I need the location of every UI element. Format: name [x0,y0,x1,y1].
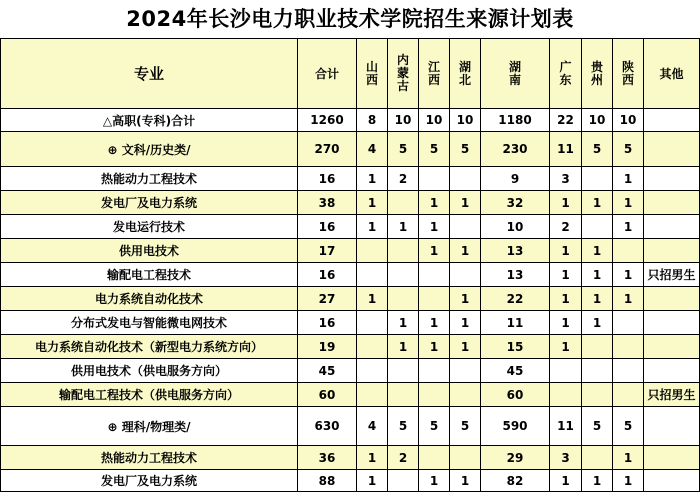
province-count-cell: 10 [582,109,613,132]
province-count-cell: 1 [582,470,613,492]
province-count-cell [450,215,481,239]
province-count-cell: 9 [481,167,550,191]
major-name-cell: 供用电技术 [1,239,298,263]
province-count-cell: 1 [419,215,450,239]
province-count-cell [613,335,644,359]
province-count-cell [613,311,644,335]
header-major: 专业 [1,39,298,109]
other-note-cell [644,132,700,167]
province-count-cell [357,263,388,287]
province-count-cell [388,191,419,215]
province-count-cell: 1 [450,335,481,359]
header-province: 湖北 [450,39,481,109]
header-province: 陕西 [613,39,644,109]
major-name-cell: 输配电工程技术（供电服务方向） [1,383,298,407]
province-count-cell: 1 [419,335,450,359]
province-count-cell: 5 [450,132,481,167]
province-count-cell: 2 [550,215,582,239]
province-count-cell: 1 [388,335,419,359]
province-count-cell: 1 [582,239,613,263]
category-row [1,132,700,167]
major-name-cell: 发电厂及电力系统 [1,191,298,215]
province-count-cell: 1 [419,311,450,335]
province-count-cell: 1 [450,287,481,311]
total-cell: 17 [298,239,357,263]
province-count-cell: 1 [582,191,613,215]
province-count-cell [582,359,613,383]
table-row [1,470,700,492]
province-count-cell [582,383,613,407]
province-count-cell: 1 [582,311,613,335]
province-count-cell: 45 [481,359,550,383]
other-note-cell: 只招男生 [644,263,700,287]
total-cell: 36 [298,446,357,470]
page-title: 2024年长沙电力职业技术学院招生来源计划表 [126,7,574,31]
province-count-cell: 22 [481,287,550,311]
province-count-cell: 1 [550,191,582,215]
province-count-cell [357,335,388,359]
province-count-cell [388,383,419,407]
province-count-cell: 1 [613,446,644,470]
province-count-cell: 1180 [481,109,550,132]
total-cell: 16 [298,167,357,191]
province-count-cell [582,167,613,191]
province-count-cell: 5 [450,407,481,446]
province-count-cell [357,383,388,407]
other-note-cell: 只招男生 [644,383,700,407]
major-name-cell: 热能动力工程技术 [1,446,298,470]
province-count-cell: 1 [388,215,419,239]
province-count-cell [419,383,450,407]
province-count-cell: 15 [481,335,550,359]
other-note-cell [644,470,700,492]
other-note-cell [644,407,700,446]
total-cell: 45 [298,359,357,383]
province-count-cell: 1 [419,470,450,492]
province-count-cell: 1 [357,287,388,311]
total-cell: 88 [298,470,357,492]
province-count-cell: 82 [481,470,550,492]
major-name-cell: 发电运行技术 [1,215,298,239]
total-cell: 19 [298,335,357,359]
major-name-cell: 电力系统自动化技术（新型电力系统方向） [1,335,298,359]
header-province: 广东 [550,39,582,109]
header-other: 其他 [644,39,700,109]
other-note-cell [644,239,700,263]
province-count-cell: 5 [613,407,644,446]
major-name-cell: 电力系统自动化技术 [1,287,298,311]
province-count-cell: 1 [450,239,481,263]
total-cell: 27 [298,287,357,311]
province-count-cell: 2 [388,167,419,191]
major-name-cell: 热能动力工程技术 [1,167,298,191]
province-count-cell: 11 [550,407,582,446]
province-count-cell: 1 [582,263,613,287]
other-note-cell [644,311,700,335]
other-note-cell [644,167,700,191]
header-province: 山西 [357,39,388,109]
province-count-cell: 1 [613,215,644,239]
total-cell: 1260 [298,109,357,132]
province-count-cell: 13 [481,239,550,263]
province-count-cell: 230 [481,132,550,167]
province-count-cell [419,167,450,191]
province-count-cell: 1 [550,239,582,263]
province-count-cell [388,359,419,383]
province-count-cell [388,263,419,287]
category-row [1,407,700,446]
province-count-cell: 5 [419,407,450,446]
province-count-cell: 5 [419,132,450,167]
total-cell: 16 [298,263,357,287]
province-count-cell: 2 [388,446,419,470]
province-count-cell [582,215,613,239]
table-row [1,109,700,132]
province-count-cell [450,263,481,287]
province-count-cell: 1 [450,311,481,335]
other-note-cell [644,287,700,311]
table-row [1,287,700,311]
province-count-cell: 3 [550,167,582,191]
province-count-cell: 1 [613,263,644,287]
province-count-cell: 13 [481,263,550,287]
province-count-cell: 1 [582,287,613,311]
table-row [1,239,700,263]
province-count-cell [357,239,388,263]
province-count-cell: 1 [613,167,644,191]
province-count-cell [419,263,450,287]
province-count-cell [613,239,644,263]
major-name-cell: 输配电工程技术 [1,263,298,287]
province-count-cell: 1 [357,215,388,239]
province-count-cell [419,287,450,311]
total-cell: 630 [298,407,357,446]
table-row [1,215,700,239]
other-note-cell [644,359,700,383]
total-cell: 16 [298,311,357,335]
total-cell: 16 [298,215,357,239]
province-count-cell: 10 [613,109,644,132]
header-row [1,39,700,109]
table-row [1,263,700,287]
province-count-cell [450,383,481,407]
major-name-cell: ⊕ 文科/历史类/ [1,132,298,167]
other-note-cell [644,335,700,359]
province-count-cell: 5 [582,132,613,167]
province-count-cell: 5 [388,132,419,167]
province-count-cell: 1 [388,311,419,335]
province-count-cell [388,287,419,311]
other-note-cell [644,446,700,470]
table-row [1,359,700,383]
header-province: 内蒙古 [388,39,419,109]
province-count-cell: 10 [388,109,419,132]
province-count-cell [419,446,450,470]
table-row [1,191,700,215]
total-cell: 38 [298,191,357,215]
table-row [1,167,700,191]
province-count-cell: 1 [357,167,388,191]
header-total: 合计 [298,39,357,109]
total-cell: 270 [298,132,357,167]
province-count-cell: 60 [481,383,550,407]
province-count-cell: 10 [481,215,550,239]
province-count-cell: 1 [450,470,481,492]
province-count-cell [419,359,450,383]
province-count-cell [450,359,481,383]
province-count-cell: 1 [357,470,388,492]
province-count-cell [582,446,613,470]
province-count-cell: 1 [419,191,450,215]
province-count-cell: 1 [419,239,450,263]
province-count-cell [450,446,481,470]
province-count-cell: 10 [450,109,481,132]
province-count-cell: 5 [613,132,644,167]
province-count-cell: 29 [481,446,550,470]
province-count-cell: 1 [357,446,388,470]
province-count-cell [450,167,481,191]
province-count-cell: 3 [550,446,582,470]
province-count-cell: 1 [613,191,644,215]
province-count-cell: 11 [550,132,582,167]
province-count-cell [357,359,388,383]
province-count-cell: 5 [388,407,419,446]
province-count-cell: 5 [582,407,613,446]
province-count-cell: 4 [357,132,388,167]
province-count-cell [613,359,644,383]
other-note-cell [644,215,700,239]
province-count-cell [388,470,419,492]
province-count-cell [388,239,419,263]
province-count-cell [550,359,582,383]
enrollment-plan-table [0,38,700,492]
province-count-cell: 1 [613,287,644,311]
major-name-cell: 供用电技术（供电服务方向） [1,359,298,383]
province-count-cell [582,335,613,359]
header-province: 湖南 [481,39,550,109]
province-count-cell: 1 [613,470,644,492]
province-count-cell: 1 [550,470,582,492]
province-count-cell: 11 [481,311,550,335]
province-count-cell: 22 [550,109,582,132]
province-count-cell [613,383,644,407]
other-note-cell [644,191,700,215]
province-count-cell: 1 [550,287,582,311]
major-name-cell: △高职(专科)合计 [1,109,298,132]
province-count-cell: 1 [550,311,582,335]
province-count-cell: 590 [481,407,550,446]
major-name-cell: 发电厂及电力系统 [1,470,298,492]
header-province: 贵州 [582,39,613,109]
province-count-cell: 1 [550,335,582,359]
table-row [1,335,700,359]
province-count-cell: 1 [550,263,582,287]
province-count-cell: 10 [419,109,450,132]
province-count-cell [550,383,582,407]
major-name-cell: ⊕ 理科/物理类/ [1,407,298,446]
province-count-cell: 1 [357,191,388,215]
other-note-cell [644,109,700,132]
total-cell: 60 [298,383,357,407]
major-name-cell: 分布式发电与智能微电网技术 [1,311,298,335]
table-row [1,311,700,335]
province-count-cell [357,311,388,335]
table-row [1,446,700,470]
province-count-cell: 4 [357,407,388,446]
province-count-cell: 8 [357,109,388,132]
province-count-cell: 32 [481,191,550,215]
province-count-cell: 1 [450,191,481,215]
header-province: 江西 [419,39,450,109]
table-row [1,383,700,407]
